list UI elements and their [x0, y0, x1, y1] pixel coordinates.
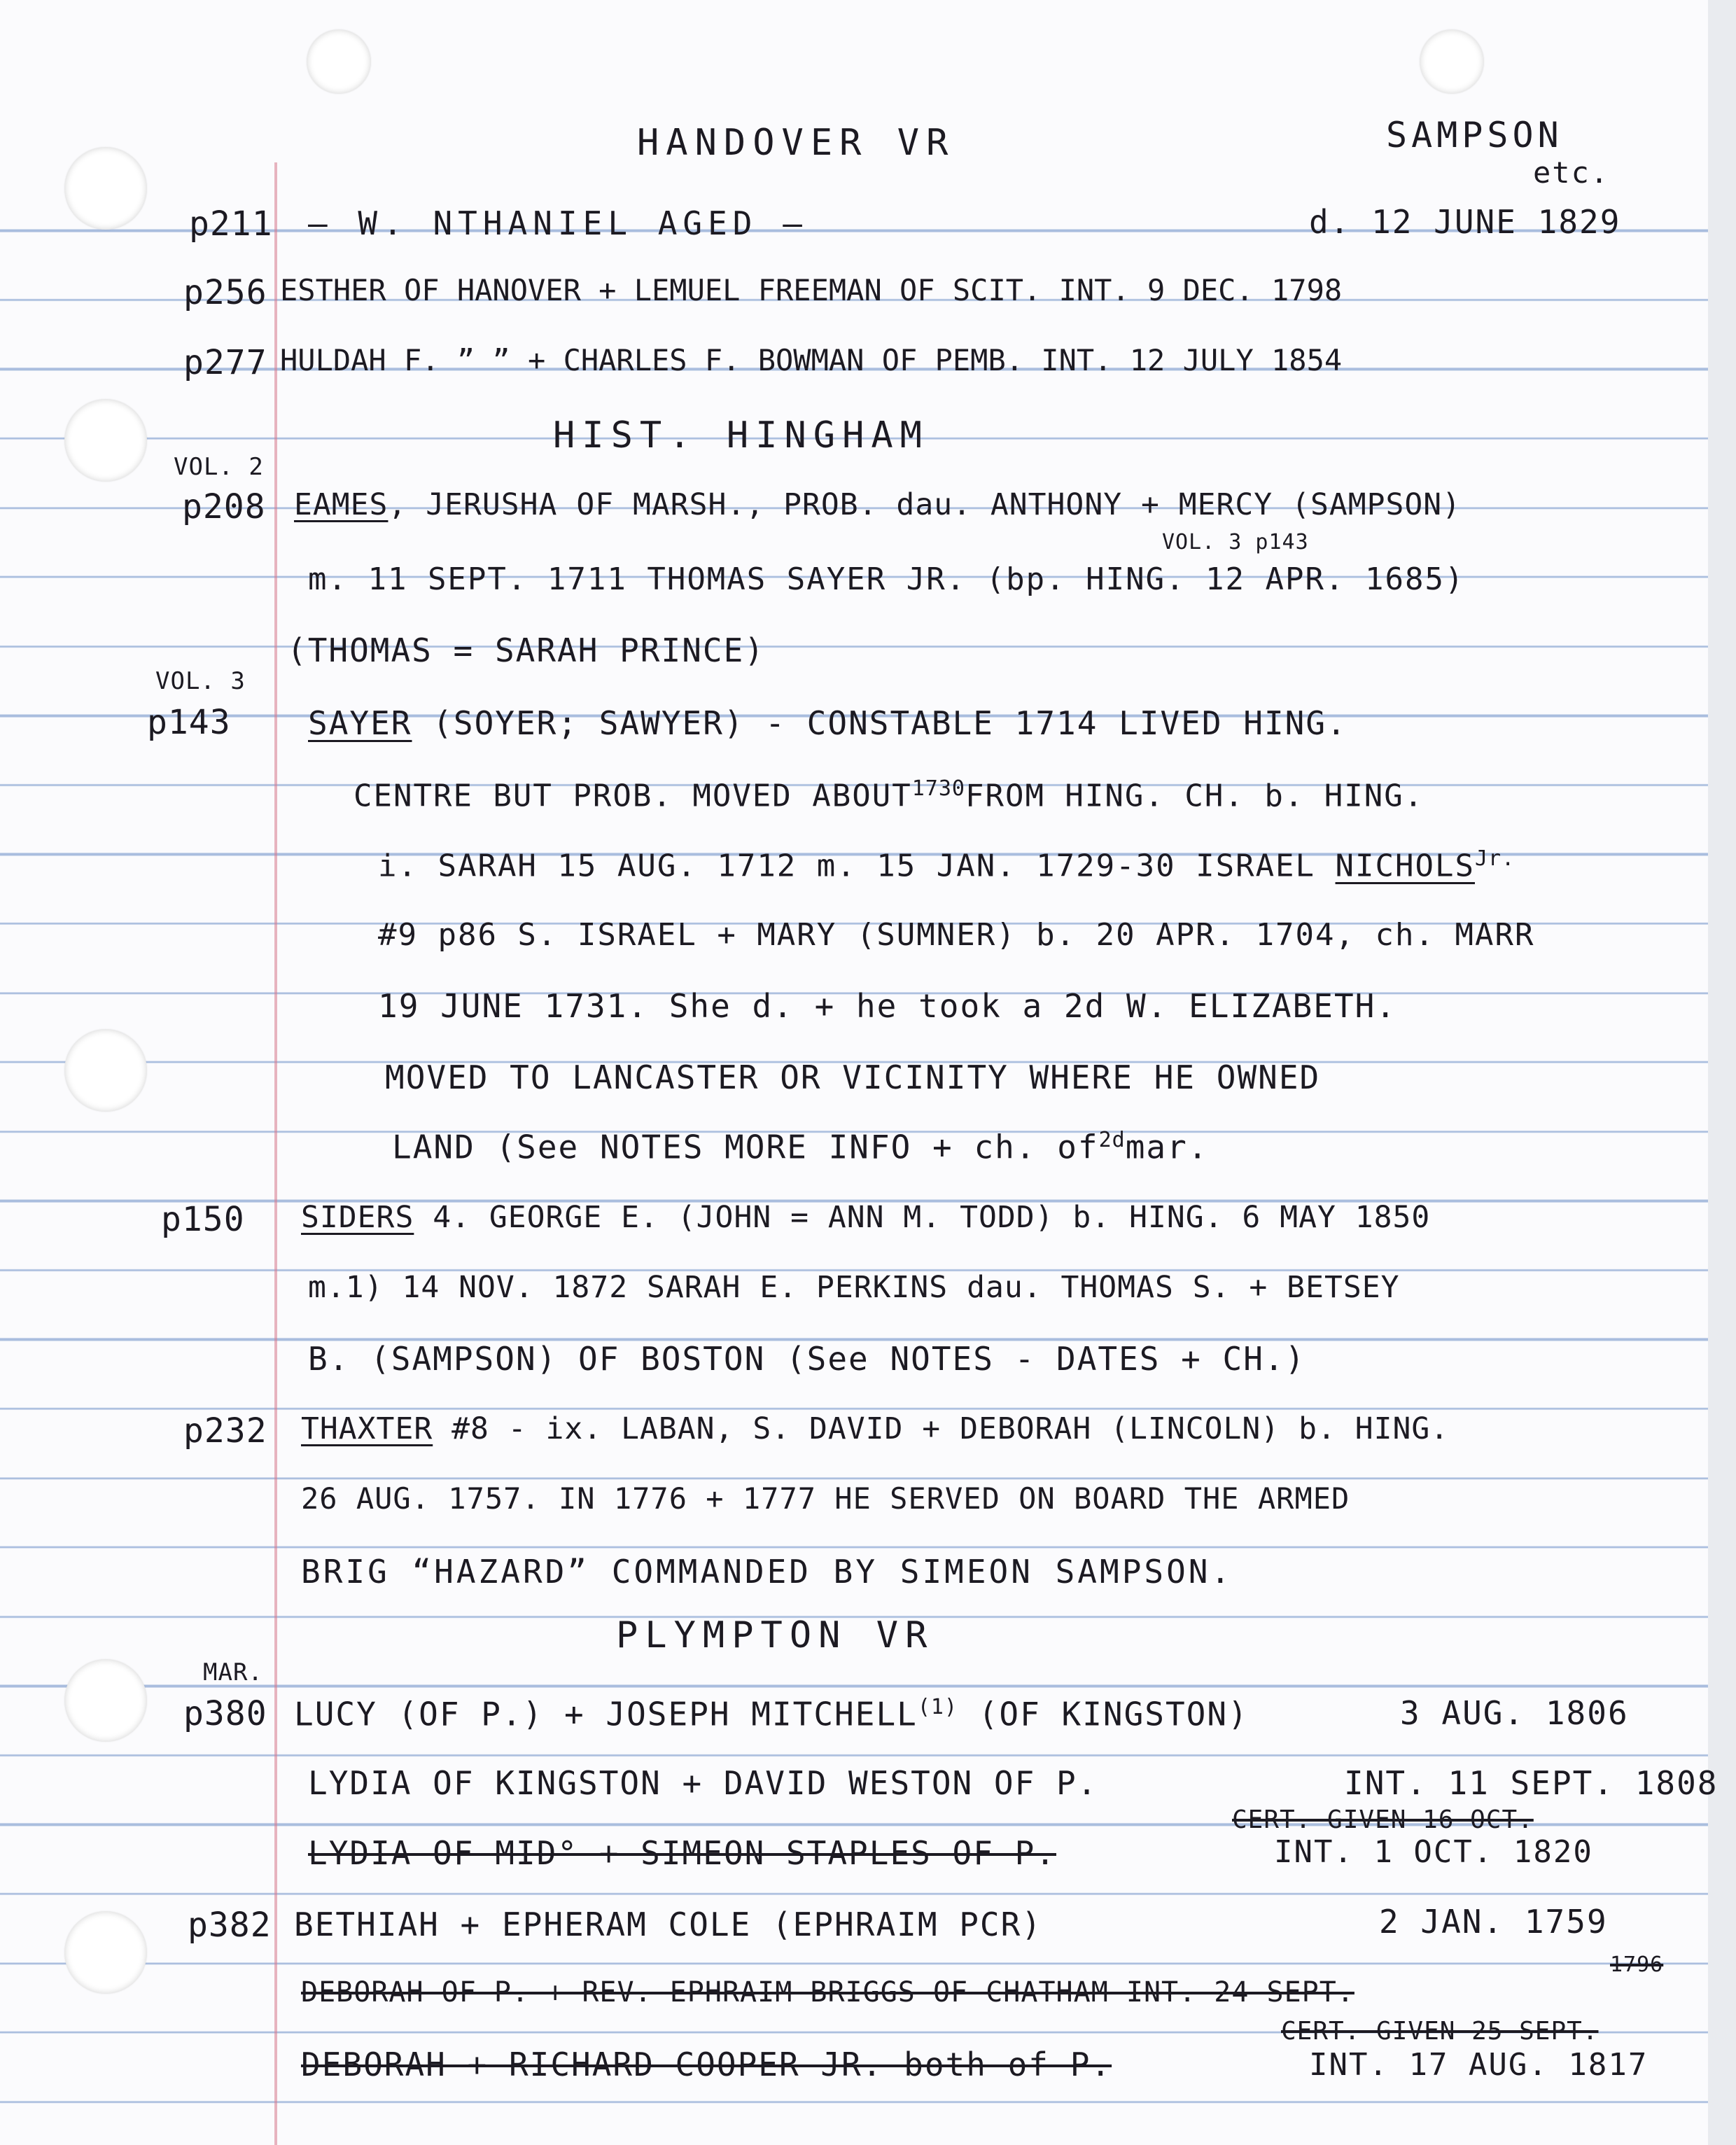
- entry-detail: i. SARAH 15 AUG. 1712 m. 15 JAN. 1729-30 ISRAEL: [378, 848, 1316, 884]
- entry-date: INT. 1 OCT. 1820: [1274, 1834, 1593, 1870]
- entry-text: [294, 1695, 1249, 1733]
- section-heading: HIST. HINGHAM: [553, 414, 929, 456]
- binder-hole: [307, 29, 371, 94]
- page-ref: p382: [188, 1906, 272, 1945]
- entry-detail: FROM HING. CH. b. HING.: [965, 778, 1424, 814]
- entry-detail: 4. GEORGE E. (JOHN = ANN M. TODD) b. HING. 6 MAY 1850: [414, 1200, 1431, 1235]
- entry-detail: mar.: [1125, 1128, 1209, 1166]
- binder-hole: [1420, 29, 1484, 94]
- struck-date-note: 1796: [1610, 1952, 1664, 1977]
- entry-detail: CENTRE BUT PROB. MOVED ABOUT: [354, 778, 912, 814]
- entry-text: [294, 487, 1462, 522]
- entry-detail: (OF KINGSTON): [978, 1695, 1249, 1733]
- entry-detail: LUCY (OF P.) + JOSEPH MITCHELL: [294, 1695, 918, 1733]
- page-ref: p150: [161, 1200, 245, 1239]
- entry-text: [378, 848, 1515, 882]
- binder-hole: [64, 1029, 147, 1112]
- entry-date: d. 12 JUNE 1829: [1309, 203, 1621, 241]
- page-right-edge: [1708, 0, 1736, 2145]
- entry-text: ESTHER OF HANOVER + LEMUEL FREEMAN OF SCIT. INT. 9 DEC. 1798: [280, 273, 1343, 307]
- entry-text: [354, 778, 1424, 812]
- page-ref: p380: [183, 1694, 267, 1733]
- entry-surname: SAYER: [308, 704, 412, 742]
- binder-hole: [64, 399, 147, 482]
- volume-ref: VOL. 2: [174, 453, 264, 481]
- entry-text: #9 p86 S. ISRAEL + MARY (SUMNER) b. 20 APR. 1704, ch. MARR: [378, 917, 1535, 953]
- entry-text: MOVED TO LANCASTER OR VICINITY WHERE HE OWNED: [385, 1058, 1321, 1096]
- struck-entry: DEBORAH + RICHARD COOPER JR. both of P.: [301, 2046, 1112, 2083]
- struck-date-note: CERT. GIVEN 25 SEPT.: [1281, 2017, 1599, 2046]
- page-ref: p232: [183, 1411, 267, 1451]
- entry-text: [308, 704, 1348, 742]
- entry-text: (THOMAS = SARAH PRINCE): [287, 631, 765, 669]
- page-ref: p277: [183, 343, 267, 382]
- entry-date: INT. 17 AUG. 1817: [1309, 2047, 1648, 2083]
- volume-ref: MAR.: [203, 1658, 263, 1686]
- entry-detail: LAND (See NOTES MORE INFO + ch. of: [392, 1128, 1099, 1166]
- struck-date-note: CERT. GIVEN 16 OCT.: [1232, 1805, 1534, 1834]
- entry-text: BRIG “HAZARD” COMMANDED BY SIMEON SAMPSON.: [301, 1553, 1233, 1591]
- entry-date: INT. 11 SEPT. 1808: [1344, 1764, 1718, 1802]
- entry-detail: (SOYER; SAWYER) - CONSTABLE 1714 LIVED HING.: [412, 704, 1348, 742]
- entry-text: 26 AUG. 1757. IN 1776 + 1777 HE SERVED ON BOARD THE ARMED: [301, 1481, 1350, 1516]
- entry-surname: NICHOLS: [1335, 848, 1475, 884]
- entry-text: 19 JUNE 1731. She d. + he took a 2d W. ELIZABETH.: [378, 987, 1397, 1025]
- entry-surname: EAMES: [294, 487, 388, 522]
- entry-text: HULDAH F. ” ” + CHARLES F. BOWMAN OF PEMB. INT. 12 JULY 1854: [280, 343, 1343, 377]
- entry-text: BETHIAH + EPHERAM COLE (EPHRAIM PCR): [294, 1906, 1042, 1943]
- superscript: (1): [917, 1695, 958, 1719]
- binder-hole: [64, 1911, 147, 1994]
- entry-text: — W. NTHANIEL AGED —: [308, 204, 808, 242]
- superscript: 1730: [911, 776, 965, 801]
- page-ref: p143: [147, 703, 231, 742]
- volume-note: VOL. 3 p143: [1162, 530, 1309, 554]
- entry-text: [301, 1411, 1450, 1446]
- superscript: Jr.: [1474, 846, 1516, 871]
- superscript: 2d: [1098, 1128, 1126, 1152]
- entry-surname: THAXTER: [301, 1411, 433, 1446]
- entry-text: B. (SAMPSON) OF BOSTON (See NOTES - DATES + CH.): [308, 1340, 1306, 1378]
- entry-detail: , JERUSHA OF MARSH., PROB. dau. ANTHONY + MERCY (SAMPSON): [388, 487, 1462, 522]
- surname-etc: etc.: [1533, 155, 1610, 190]
- entry-surname: SIDERS: [301, 1200, 414, 1235]
- entry-date: 3 AUG. 1806: [1400, 1694, 1629, 1732]
- entry-detail: #8 - ix. LABAN, S. DAVID + DEBORAH (LINCOLN) b. HING.: [433, 1411, 1450, 1446]
- entry-date: 2 JAN. 1759: [1379, 1903, 1608, 1941]
- entry-text: [392, 1128, 1209, 1166]
- binder-hole: [64, 147, 147, 230]
- page-title: HANDOVER VR: [637, 122, 955, 164]
- entry-text: m. 11 SEPT. 1711 THOMAS SAYER JR. (bp. HING. 12 APR. 1685): [308, 561, 1465, 597]
- page-ref: p256: [183, 273, 267, 312]
- binder-hole: [64, 1659, 147, 1742]
- entry-text: LYDIA OF KINGSTON + DAVID WESTON OF P.: [308, 1764, 1098, 1802]
- struck-entry: LYDIA OF MID° + SIMEON STAPLES OF P.: [308, 1834, 1056, 1872]
- surname-heading: SAMPSON: [1386, 115, 1563, 155]
- volume-ref: VOL. 3: [155, 667, 246, 695]
- section-heading: PLYMPTON VR: [616, 1614, 934, 1656]
- page-ref: p208: [182, 487, 266, 526]
- page-ref: p211: [189, 204, 273, 244]
- entry-text: m.1) 14 NOV. 1872 SARAH E. PERKINS dau. THOMAS S. + BETSEY: [308, 1270, 1400, 1305]
- entry-text: [301, 1200, 1431, 1235]
- struck-entry: DEBORAH OF P. + REV. EPHRAIM BRIGGS OF CHATHAM INT. 24 SEPT.: [301, 1976, 1354, 2008]
